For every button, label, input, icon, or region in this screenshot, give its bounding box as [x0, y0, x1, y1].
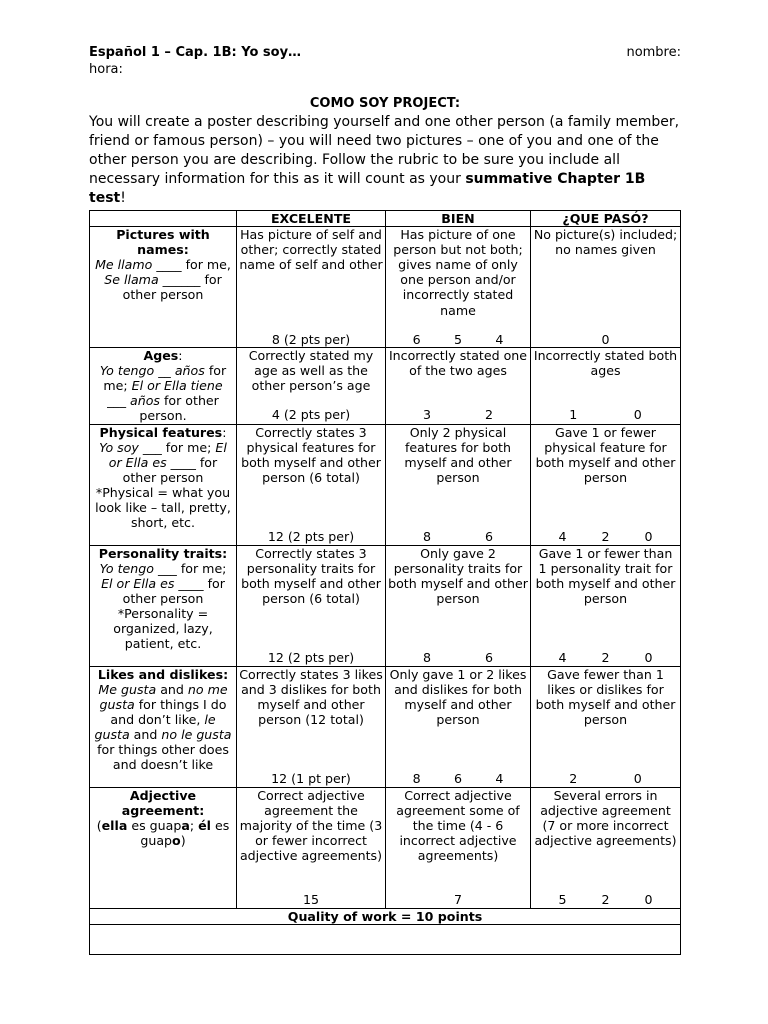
rubric-row	[90, 424, 681, 545]
criteria-detail-part: ella	[101, 817, 128, 833]
score-value: 1	[569, 407, 578, 422]
excelente-description: Correctly stated my age as well as the other person’s age	[248, 348, 374, 394]
score-value: 8	[422, 529, 431, 545]
score-value: 4 (2 pts per)	[271, 407, 351, 422]
rubric-table	[89, 210, 681, 955]
que-paso-description: Gave 1 or fewer physical feature for both myself and other person	[535, 424, 676, 485]
criteria-detail-part: ___ for me;	[138, 439, 216, 455]
criteria-detail-part: El or Ella tiene ___ años	[107, 378, 223, 409]
rubric-row	[90, 787, 681, 908]
score-value: 12 (1 pt per)	[271, 771, 351, 787]
que-paso-cell	[531, 227, 681, 348]
bien-cell	[386, 666, 531, 787]
criteria-detail-part: for other person.	[139, 393, 219, 424]
excelente-cell	[237, 545, 386, 666]
criteria-title: Adjective agreement:	[121, 787, 205, 818]
bien-description: Only gave 1 or 2 likes and dislikes for both myself and other person	[389, 666, 527, 727]
excelente-score	[239, 407, 383, 422]
excelente-description: Has picture of self and other; correctly stated name of self and other	[239, 227, 383, 273]
bien-score	[388, 529, 528, 544]
header-row	[89, 44, 681, 61]
score-value: 6	[453, 771, 462, 787]
bien-score	[388, 332, 528, 347]
que-paso-cell	[531, 545, 681, 666]
bien-cell	[386, 348, 531, 424]
header-excelente: EXCELENTE	[237, 211, 386, 227]
excelente-description: Correct adjective agreement the majority of the time (3 or fewer incorrect adjective agreements)	[239, 787, 383, 863]
score-value: 8	[422, 650, 431, 666]
blank-cell	[90, 924, 681, 954]
criteria-detail-part: Me gusta	[98, 681, 157, 697]
score-value: 0	[644, 892, 653, 908]
excelente-score	[239, 771, 383, 786]
excelente-cell	[237, 424, 386, 545]
score-value: 4	[558, 650, 567, 666]
criteria-detail-part: El or Ella es	[101, 575, 175, 591]
criteria-detail-part: es guap	[127, 817, 182, 833]
intro-text: You will create a poster describing yourself and one other person (a family member, friend or famous person) – you will need two pictures – one of you and one of the other person you are describing. Follow the rubric to be sure you include all necessary information for this as it will count as your	[89, 114, 680, 187]
score-value: 2	[601, 650, 610, 666]
criteria-detail-part: Yo tengo	[99, 560, 154, 576]
score-value: 2	[569, 771, 578, 787]
que-paso-score	[533, 407, 678, 422]
score-value: 0	[601, 332, 610, 347]
score-value: 4	[495, 332, 504, 347]
document-page	[89, 44, 681, 208]
excelente-description: Correctly states 3 physical features for both myself and other person (6 total)	[241, 424, 381, 485]
criteria-cell	[90, 787, 237, 908]
score-value: 12 (2 pts per)	[267, 529, 355, 545]
score-value: 4	[558, 529, 567, 545]
criteria-detail-part: ____ for other person *Personality = organized, lazy, patient, etc.	[113, 575, 225, 652]
rubric-row	[90, 545, 681, 666]
bien-score	[388, 892, 528, 907]
que-paso-score	[533, 892, 678, 907]
criteria-title: Pictures with names:	[116, 227, 210, 258]
header-bien: BIEN	[386, 211, 531, 227]
criteria-cell	[90, 424, 237, 545]
score-value: 0	[633, 771, 642, 787]
bien-description: Only 2 physical features for both myself and other person	[404, 424, 512, 485]
score-value: 0	[644, 529, 653, 545]
criteria-detail-part: a	[181, 817, 190, 833]
excelente-score	[239, 529, 383, 544]
criteria-detail-part: es guap	[140, 817, 230, 848]
criteria-detail-part: Se llama	[104, 272, 159, 288]
criteria-detail-part: (	[96, 817, 102, 833]
que-paso-score	[533, 529, 678, 544]
score-value: 15	[302, 892, 320, 908]
criteria-title-suffix: :	[222, 424, 227, 440]
bien-cell	[386, 227, 531, 348]
bien-description: Only gave 2 personality traits for both myself and other person	[388, 545, 528, 606]
project-title: COMO SOY PROJECT:	[309, 96, 461, 111]
excelente-cell	[237, 787, 386, 908]
rubric-header-row	[90, 211, 681, 227]
rubric-row	[90, 348, 681, 424]
score-value: 7	[453, 892, 462, 908]
score-value: 2	[484, 407, 493, 422]
score-value: 8	[412, 771, 421, 787]
criteria-detail-part: ____ for me,	[152, 257, 231, 273]
criteria-detail-part: Yo soy	[99, 439, 139, 455]
bien-cell	[386, 424, 531, 545]
criteria-detail-part: El or Ella es	[108, 439, 227, 470]
criteria-detail-part: for things other does and doesn’t like	[97, 742, 229, 773]
header-blank	[90, 211, 237, 227]
que-paso-score	[533, 650, 678, 665]
criteria-detail-part: ______ for other person	[122, 272, 222, 303]
criteria-detail-part: le gusta	[94, 711, 216, 742]
criteria-title: Likes and dislikes:	[97, 666, 229, 682]
intro-paragraph	[89, 113, 681, 208]
criteria-detail-part: ____ for other person *Physical = what you look like – tall, pretty, short, etc.	[95, 454, 231, 531]
criteria-detail-part: for things I do and don’t like,	[110, 696, 227, 727]
rubric-row	[90, 227, 681, 348]
score-value: 6	[412, 332, 421, 347]
criteria-detail-part: )	[180, 832, 186, 848]
que-paso-description: Incorrectly stated both ages	[533, 348, 678, 379]
que-paso-cell	[531, 787, 681, 908]
course-title: Español 1 – Cap. 1B: Yo soy…	[89, 45, 302, 60]
name-label: nombre:	[626, 45, 681, 60]
excelente-cell	[237, 227, 386, 348]
criteria-detail-part: and	[129, 726, 162, 742]
rubric-row	[90, 666, 681, 787]
score-value: 0	[644, 650, 653, 666]
bien-description: Incorrectly stated one of the two ages	[388, 348, 528, 379]
criteria-detail-part: no me gusta	[99, 681, 228, 712]
criteria-title-suffix: :	[178, 348, 183, 364]
header-que-paso: ¿QUE PASÓ?	[531, 211, 681, 227]
intro-end: !	[120, 190, 126, 206]
criteria-title: Ages	[143, 348, 179, 364]
criteria-detail-part: él	[198, 817, 211, 833]
que-paso-description: Gave 1 or fewer than 1 personality trait for both myself and other person	[535, 545, 676, 606]
criteria-detail-part: ;	[189, 817, 199, 833]
quality-label: Quality of work = 10 points	[90, 908, 681, 924]
score-value: 6	[484, 529, 493, 545]
score-value: 3	[422, 407, 431, 422]
criteria-cell	[90, 348, 237, 424]
criteria-cell	[90, 545, 237, 666]
excelente-score	[239, 892, 383, 907]
que-paso-cell	[531, 666, 681, 787]
que-paso-description: No picture(s) included; no names given	[533, 227, 678, 258]
criteria-detail-part: o	[172, 832, 181, 848]
hour-label: hora:	[89, 62, 123, 77]
excelente-score	[239, 650, 383, 665]
score-value: 5	[453, 332, 462, 347]
bien-score	[388, 650, 528, 665]
intro-emphasis: summative Chapter 1B test	[89, 171, 646, 206]
score-value: 0	[633, 407, 642, 422]
criteria-detail-part: Me llamo	[95, 257, 153, 273]
bien-description: Has picture of one person but not both; gives name of only one person and/or incorrectly stated name	[393, 227, 523, 318]
bien-cell	[386, 545, 531, 666]
criteria-title: Physical features	[99, 424, 223, 440]
score-value: 6	[484, 650, 493, 666]
excelente-cell	[237, 348, 386, 424]
que-paso-score	[533, 771, 678, 786]
que-paso-description: Gave fewer than 1 likes or dislikes for both myself and other person	[535, 666, 676, 727]
score-value: 4	[495, 771, 504, 787]
excelente-description: Correctly states 3 personality traits for both myself and other person (6 total)	[241, 545, 381, 606]
score-value: 12 (2 pts per)	[267, 650, 355, 666]
criteria-cell	[90, 666, 237, 787]
blank-row	[90, 924, 681, 954]
quality-row	[90, 908, 681, 924]
criteria-detail-part: Yo tengo __ años	[99, 363, 205, 379]
score-value: 5	[558, 892, 567, 908]
score-value: 2	[601, 892, 610, 908]
que-paso-score	[533, 332, 678, 347]
que-paso-cell	[531, 424, 681, 545]
criteria-detail-part: no le gusta	[161, 726, 232, 742]
bien-description: Correct adjective agreement some of the time (4 - 6 incorrect adjective agreements)	[396, 787, 520, 863]
criteria-cell	[90, 227, 237, 348]
bien-score	[388, 771, 528, 786]
excelente-score	[239, 332, 383, 347]
score-value: 2	[601, 529, 610, 545]
score-value: 8 (2 pts per)	[271, 332, 351, 347]
excelente-cell	[237, 666, 386, 787]
excelente-description: Correctly states 3 likes and 3 dislikes for both myself and other person (12 total)	[239, 666, 383, 727]
bien-score	[388, 407, 528, 422]
criteria-detail-part: for me;	[103, 363, 227, 394]
que-paso-cell	[531, 348, 681, 424]
criteria-title: Personality traits:	[98, 545, 228, 561]
bien-cell	[386, 787, 531, 908]
criteria-detail-part: and	[156, 681, 188, 697]
que-paso-description: Several errors in adjective agreement (7 or more incorrect adjective agreements)	[534, 787, 677, 848]
criteria-detail-part: ___ for me;	[153, 560, 227, 576]
